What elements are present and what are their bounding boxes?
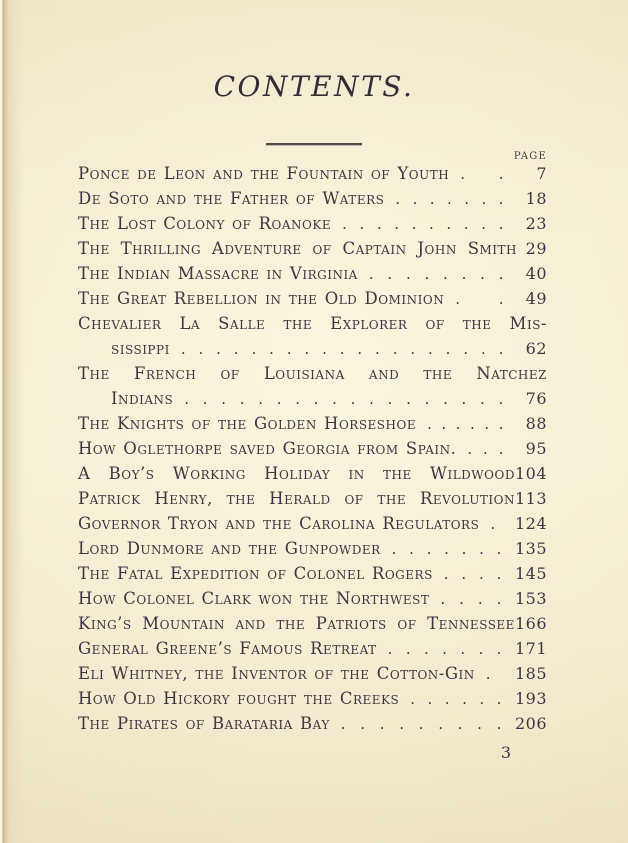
toc-entry-page: 40 bbox=[525, 264, 547, 283]
leader-dots: . . . . . . . . . . bbox=[342, 215, 504, 233]
toc-entry bbox=[78, 714, 547, 739]
leader-dots: . . . . . . . . . . . . . . . . . . bbox=[184, 390, 504, 408]
toc-entry bbox=[78, 414, 547, 439]
toc-entry-page: 7 bbox=[536, 164, 547, 183]
toc-entry-page: 153 bbox=[514, 589, 547, 608]
toc-entry-page: 193 bbox=[514, 689, 547, 708]
toc-entry-page: 166 bbox=[514, 614, 547, 633]
toc-entry-title: How Old Hickory fought the Creeks bbox=[78, 689, 400, 708]
leader-dots: . . . . . . bbox=[410, 690, 502, 708]
leader-dots: . . . bbox=[467, 440, 504, 458]
toc-entry bbox=[78, 589, 547, 614]
toc-entry bbox=[78, 264, 547, 289]
leader-dots: . bbox=[490, 515, 496, 533]
toc-entry-page: 62 bbox=[525, 339, 547, 358]
toc-entry bbox=[78, 289, 547, 314]
toc-entry-title: Ponce de Leon and the Fountain of Youth bbox=[78, 164, 450, 183]
leader-dots: . . . . . . . . . bbox=[340, 715, 502, 733]
toc-entry-page: 113 bbox=[514, 489, 547, 508]
leader-dots: . . . . . . . bbox=[391, 540, 502, 558]
leader-dots: . . . . . . . . . . . . . . . . . . . bbox=[180, 340, 504, 358]
table-of-contents bbox=[78, 164, 547, 739]
toc-entry bbox=[78, 364, 547, 389]
leader-dots: . . . . . . bbox=[427, 415, 504, 433]
leader-dots: . . . . . . . bbox=[395, 190, 504, 208]
toc-entry-title: King’s Mountain and the Patriots of Tennessee bbox=[78, 614, 515, 633]
toc-entry bbox=[78, 439, 547, 464]
page-edge-shadow bbox=[0, 0, 26, 843]
page-column-header: PAGE bbox=[513, 151, 547, 162]
leader-dots: . . . . bbox=[443, 565, 502, 583]
leader-dots: . bbox=[485, 665, 492, 683]
toc-entry-title: Lord Dunmore and the Gunpowder bbox=[78, 539, 381, 558]
toc-entry-title: The Lost Colony of Roanoke bbox=[78, 214, 332, 233]
toc-entry-page: 206 bbox=[514, 714, 547, 733]
toc-entry-title: Eli Whitney, the Inventor of the Cotton-Gin bbox=[78, 664, 475, 683]
toc-entry-page: 23 bbox=[525, 214, 547, 233]
toc-entry-page: 18 bbox=[525, 189, 547, 208]
leader-dots: . . bbox=[455, 290, 504, 308]
toc-entry bbox=[78, 464, 547, 489]
toc-entry-page: 29 bbox=[525, 239, 547, 258]
leader-dots: . . . . bbox=[440, 590, 502, 608]
toc-entry bbox=[78, 514, 547, 539]
toc-entry-title: Patrick Henry, the Herald of the Revolution bbox=[78, 489, 515, 508]
folio-page-number: 3 bbox=[500, 743, 511, 762]
toc-entry-page: 49 bbox=[525, 289, 547, 308]
toc-entry bbox=[78, 214, 547, 239]
toc-entry bbox=[78, 239, 547, 264]
toc-entry bbox=[78, 314, 547, 339]
toc-entry-page: 124 bbox=[514, 514, 547, 533]
toc-entry bbox=[78, 189, 547, 214]
toc-entry bbox=[78, 164, 547, 189]
toc-entry-page: 135 bbox=[514, 539, 547, 558]
toc-entry-page: 171 bbox=[514, 639, 547, 658]
toc-entry bbox=[78, 689, 547, 714]
toc-entry-title: sissippi bbox=[111, 339, 170, 358]
toc-entry-title: De Soto and the Father of Waters bbox=[78, 189, 385, 208]
toc-entry-title: Chevalier La Salle the Explorer of the Mis- bbox=[78, 314, 547, 333]
toc-entry-title: The Great Rebellion in the Old Dominion bbox=[78, 289, 445, 308]
toc-entry-title: The Thrilling Adventure of Captain John Smith bbox=[78, 239, 517, 258]
toc-entry-page: 185 bbox=[514, 664, 547, 683]
toc-entry-title: The Fatal Expedition of Colonel Rogers bbox=[78, 564, 433, 583]
toc-entry-title: How Colonel Clark won the Northwest bbox=[78, 589, 430, 608]
title-divider-rule bbox=[266, 143, 362, 146]
toc-entry bbox=[78, 339, 547, 364]
contents-title: CONTENTS. bbox=[213, 70, 415, 103]
toc-entry bbox=[78, 664, 547, 689]
toc-entry-page: 95 bbox=[525, 439, 547, 458]
toc-entry bbox=[78, 639, 547, 664]
toc-entry-title: How Oglethorpe saved Georgia from Spain. bbox=[78, 439, 457, 458]
toc-entry-title: The Pirates of Barataria Bay bbox=[78, 714, 330, 733]
toc-entry-title: The Knights of the Golden Horseshoe bbox=[78, 414, 417, 433]
toc-entry-title: Indians bbox=[111, 389, 174, 408]
toc-entry-title: Governor Tryon and the Carolina Regulators bbox=[78, 514, 480, 533]
toc-entry bbox=[78, 614, 547, 639]
toc-entry bbox=[78, 539, 547, 564]
leader-dots: . . . . . . . bbox=[387, 640, 502, 658]
leader-dots: . . bbox=[460, 165, 504, 183]
toc-entry-page: 76 bbox=[525, 389, 547, 408]
toc-entry-page: 145 bbox=[514, 564, 547, 583]
toc-entry-page: 88 bbox=[525, 414, 547, 433]
toc-entry bbox=[78, 389, 547, 414]
toc-entry-title: General Greene’s Famous Retreat bbox=[78, 639, 377, 658]
toc-entry bbox=[78, 564, 547, 589]
toc-entry-title: A Boy’s Working Holiday in the Wildwood bbox=[78, 464, 515, 483]
toc-entry bbox=[78, 489, 547, 514]
toc-entry-title: The Indian Massacre in Virginia bbox=[78, 264, 358, 283]
leader-dots: . . . . . . . . bbox=[368, 265, 504, 283]
toc-entry-title: The French of Louisiana and the Natchez bbox=[78, 364, 547, 383]
toc-entry-page: 104 bbox=[514, 464, 547, 483]
